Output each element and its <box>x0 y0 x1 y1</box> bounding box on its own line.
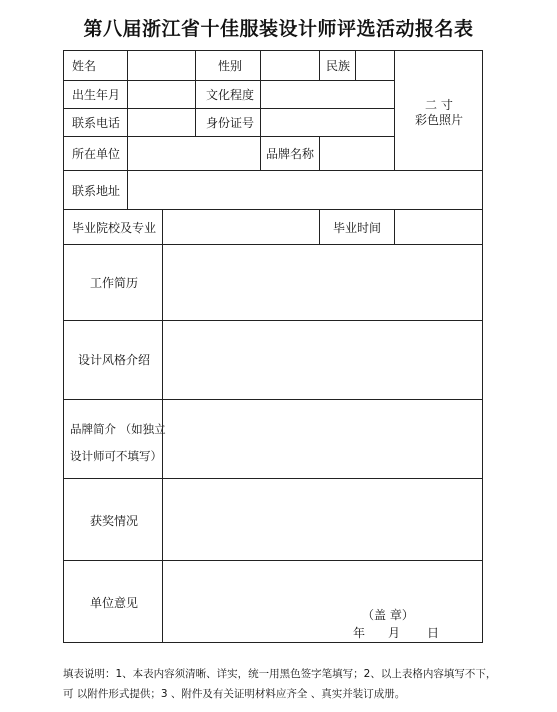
address-label-cell <box>63 170 128 210</box>
school-major-label: 毕业院校及专业 <box>72 221 157 235</box>
education-field[interactable] <box>260 80 395 109</box>
awards-field[interactable] <box>162 478 483 561</box>
design-style-field[interactable] <box>162 320 483 400</box>
unit-opinion-label-cell <box>63 560 163 643</box>
photo-size-label: 二 寸 <box>425 98 453 112</box>
address-label: 联系地址 <box>72 184 121 198</box>
brand-intro-label-cell <box>63 399 166 479</box>
brand-name-field[interactable] <box>319 136 395 171</box>
birth-field[interactable] <box>127 80 196 109</box>
work-history-label-cell <box>63 244 163 321</box>
notes-line-2: 可 以附件形式提供；3 、附件及有关证明材料应齐全 、真实并装订成册。 <box>63 688 406 700</box>
id-number-field[interactable] <box>260 108 395 137</box>
birth-label-cell <box>63 80 128 109</box>
birth-label: 出生年月 <box>72 88 121 102</box>
seal-label: （盖 章） <box>362 608 414 622</box>
brand-intro-label-line2: 设计师可不填写） <box>70 449 162 463</box>
photo-color-label: 彩色照片 <box>415 113 464 127</box>
brand-intro-label-line1: 品牌简介 （如独立 <box>70 422 166 436</box>
brand-intro-field[interactable] <box>162 399 483 479</box>
design-style-label: 设计风格介绍 <box>78 353 151 367</box>
day-label: 日 <box>427 626 440 640</box>
form-title: 第八届浙江省十佳服装设计师评选活动报名表 <box>83 18 474 40</box>
employer-label-cell <box>63 136 128 171</box>
notes-line-1: 填表说明：1、本表内容须清晰、详实，统一用黑色签字笔填写；2、以上表格内容填写不下， <box>63 668 497 680</box>
employer-field[interactable] <box>127 136 261 171</box>
address-field[interactable] <box>127 170 483 210</box>
grad-time-field[interactable] <box>394 209 483 245</box>
grad-time-label: 毕业时间 <box>333 221 382 235</box>
education-label: 文化程度 <box>206 88 255 102</box>
id-number-label: 身份证号 <box>206 116 255 130</box>
awards-label-cell <box>63 478 163 561</box>
registration-form <box>63 50 483 643</box>
form-notes <box>63 664 503 704</box>
employer-label: 所在单位 <box>72 147 121 161</box>
phone-label-cell <box>63 108 128 137</box>
brand-name-label-cell <box>260 136 320 171</box>
school-major-field[interactable] <box>162 209 320 245</box>
phone-label: 联系电话 <box>72 116 121 130</box>
name-label-cell <box>63 50 128 81</box>
school-major-label-cell <box>63 209 163 245</box>
name-field[interactable] <box>127 50 196 81</box>
id-number-label-cell <box>195 108 261 137</box>
ethnicity-label: 民族 <box>326 59 351 73</box>
gender-label: 性别 <box>218 59 243 73</box>
gender-label-cell <box>195 50 261 81</box>
work-history-label: 工作简历 <box>90 276 139 290</box>
education-label-cell <box>195 80 261 109</box>
awards-label: 获奖情况 <box>90 514 139 528</box>
ethnicity-field[interactable] <box>355 50 395 81</box>
month-label: 月 <box>388 626 401 640</box>
ethnicity-label-cell <box>319 50 356 81</box>
unit-opinion-label: 单位意见 <box>90 596 139 610</box>
year-label: 年 <box>353 626 366 640</box>
design-style-label-cell <box>63 320 163 400</box>
brand-name-label: 品牌名称 <box>266 147 315 161</box>
gender-field[interactable] <box>260 50 320 81</box>
work-history-field[interactable] <box>162 244 483 321</box>
phone-field[interactable] <box>127 108 196 137</box>
name-label: 姓名 <box>72 59 97 73</box>
grad-time-label-cell <box>319 209 395 245</box>
unit-opinion-field[interactable] <box>162 560 483 643</box>
photo-box[interactable] <box>394 50 483 171</box>
